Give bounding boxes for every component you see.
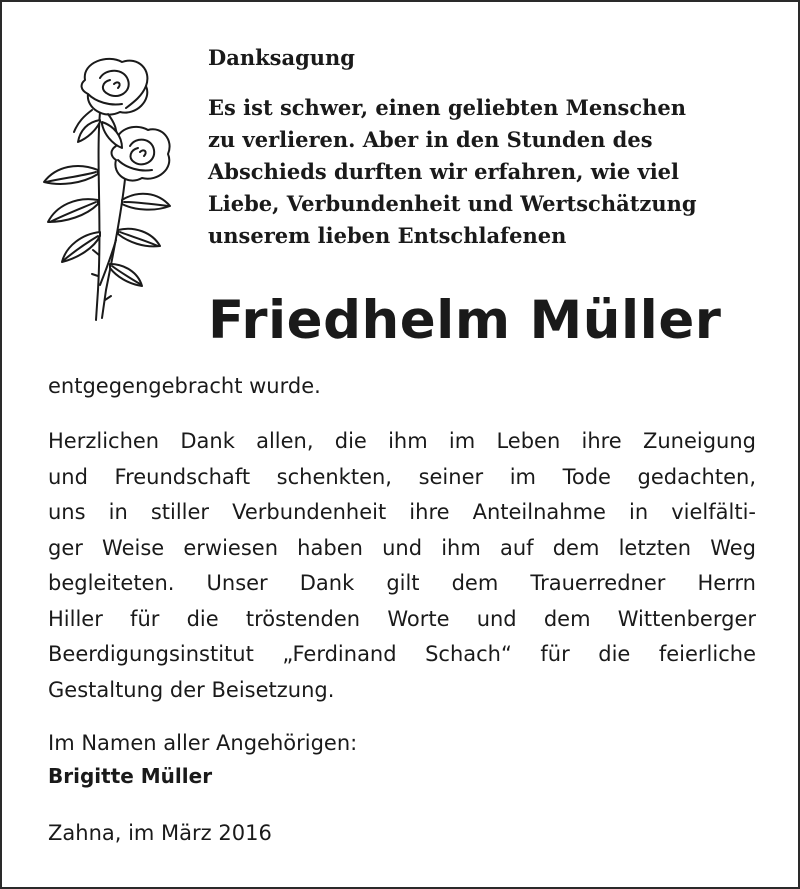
- notice-heading: Danksagung: [208, 45, 355, 70]
- place-date: Zahna, im März 2016: [48, 821, 272, 845]
- intro-line: unserem lieben Entschlafenen: [208, 223, 567, 248]
- body-line: Herzlichen Dank allen, die ihm im Leben ihre Zuneigung: [48, 429, 756, 453]
- deceased-name: Friedhelm Müller: [208, 290, 722, 351]
- body-line: uns in stiller Verbundenheit ihre Anteilnahme in vielfälti-: [48, 500, 756, 524]
- rose-icon: [30, 50, 180, 330]
- intro-line: Abschieds durften wir erfahren, wie viel: [208, 159, 680, 184]
- intro-text: [208, 92, 788, 252]
- signer-name: Brigitte Müller: [48, 764, 213, 788]
- signoff-text: Im Namen aller Angehörigen:: [48, 731, 358, 755]
- body-line: ger Weise erwiesen haben und ihm auf dem letzten Weg: [48, 535, 756, 560]
- intro-line: Es ist schwer, einen geliebten Menschen: [208, 95, 687, 120]
- intro-line: Liebe, Verbundenheit und Wertschätzung: [208, 191, 697, 216]
- body-line: Beerdigungsinstitut „Ferdinand Schach“ für die feierliche: [48, 642, 756, 666]
- continuation-text: entgegengebracht wurde.: [48, 374, 321, 398]
- body-line: Hiller für die tröstenden Worte und dem Wittenberger: [48, 606, 756, 631]
- body-line: Gestaltung der Beisetzung.: [48, 677, 335, 702]
- body-line: begleiteten. Unser Dank gilt dem Trauerredner Herrn: [48, 571, 756, 595]
- body-text: [48, 424, 756, 708]
- body-line: und Freundschaft schenkten, seiner im Tode gedachten,: [48, 464, 756, 489]
- intro-line: zu verlieren. Aber in den Stunden des: [208, 127, 653, 152]
